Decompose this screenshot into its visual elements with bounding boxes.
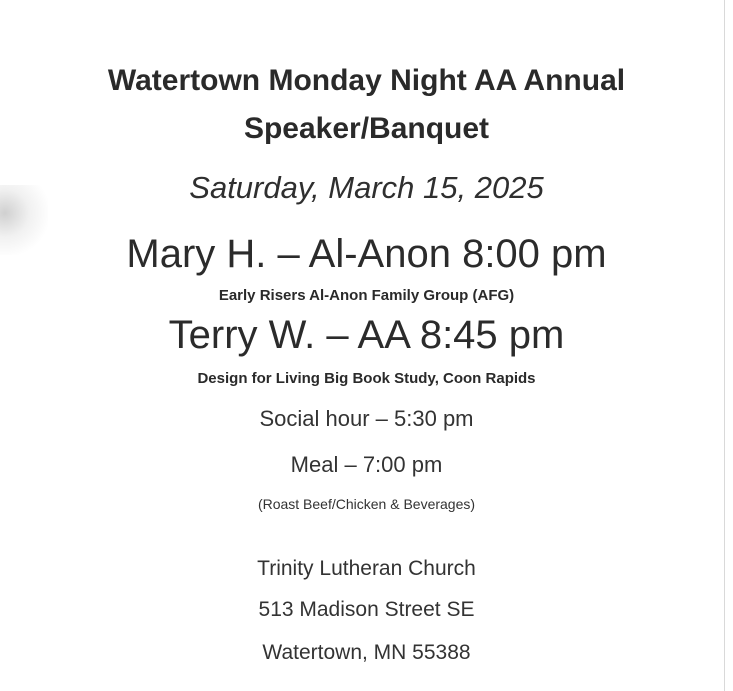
speaker-2: Terry W. – AA 8:45 pm [168,313,565,357]
social-hour: Social hour – 5:30 pm [259,406,474,431]
venue-street: 513 Madison Street SE [258,598,475,621]
meal-menu: (Roast Beef/Chicken & Beverages) [257,496,476,512]
event-title-line2: Speaker/Banquet [243,112,490,145]
event-date: Saturday, March 15, 2025 [189,170,544,205]
meal-time: Meal – 7:00 pm [290,452,443,477]
speaker-1-group: Early Risers Al-Anon Family Group (AFG) [218,287,515,304]
event-title-line1: Watertown Monday Night AA Annual [107,64,626,97]
speaker-2-group: Design for Living Big Book Study, Coon Rapids [197,370,536,387]
speaker-1: Mary H. – Al-Anon 8:00 pm [126,232,607,276]
venue-name: Trinity Lutheran Church [257,557,476,580]
venue-city: Watertown, MN 55388 [262,641,471,664]
